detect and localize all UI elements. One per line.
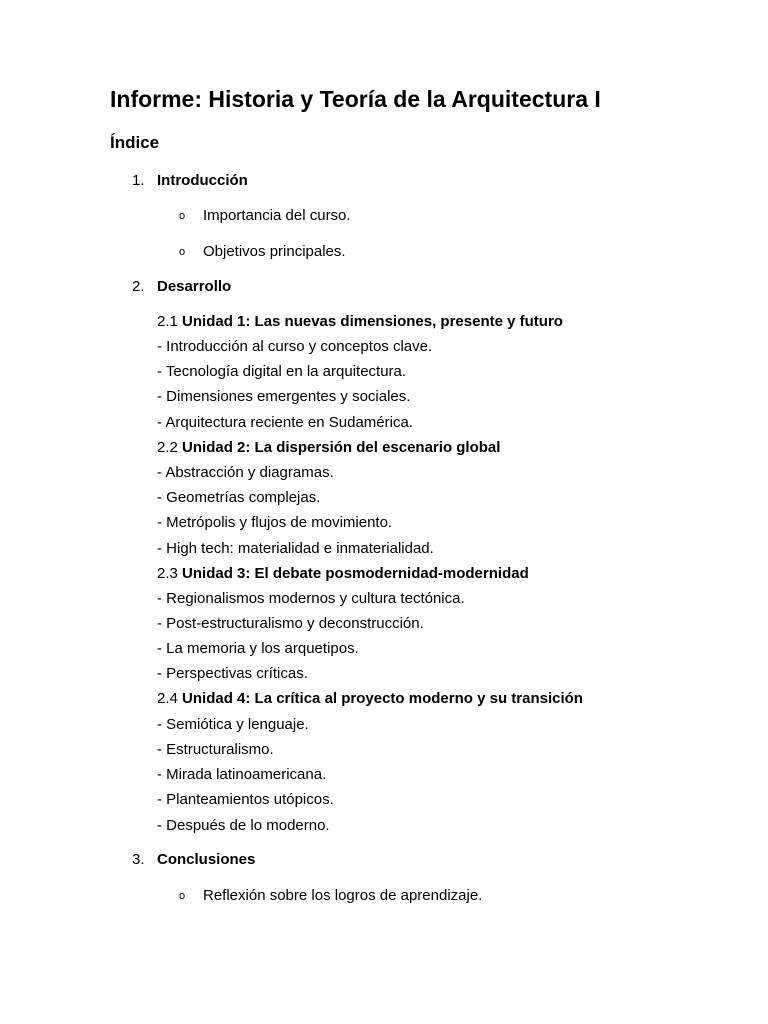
unit-title: Unidad 2: La dispersión del escenario global bbox=[182, 439, 501, 456]
list-item: - Perspectivas críticas. bbox=[157, 665, 308, 682]
list-item: - La memoria y los arquetipos. bbox=[157, 640, 359, 657]
list-item: - High tech: materialidad e inmaterialidad. bbox=[157, 540, 434, 557]
list-item: - Metrópolis y flujos de movimiento. bbox=[157, 514, 393, 531]
list-item: Objetivos principales. bbox=[203, 243, 346, 260]
unit-number: 2.2 bbox=[157, 439, 178, 456]
list-item: - Arquitectura reciente en Sudamérica. bbox=[157, 414, 413, 431]
list-item: Reflexión sobre los logros de aprendizaje. bbox=[203, 887, 483, 904]
list-item: - Post-estructuralismo y deconstrucción. bbox=[157, 615, 424, 632]
section-1-number: 1. bbox=[132, 172, 145, 189]
section-3-number: 3. bbox=[132, 851, 145, 868]
list-item: - Geometrías complejas. bbox=[157, 489, 321, 506]
section-2-number: 2. bbox=[132, 278, 145, 295]
list-item: - Tecnología digital en la arquitectura. bbox=[157, 363, 407, 380]
list-item: - Planteamientos utópicos. bbox=[157, 791, 334, 808]
section-3-label: Conclusiones bbox=[157, 851, 256, 868]
unit-number: 2.4 bbox=[157, 690, 178, 707]
unit-title: Unidad 3: El debate posmodernidad-modernidad bbox=[182, 565, 529, 582]
list-item: - Dimensiones emergentes y sociales. bbox=[157, 388, 411, 405]
bullet-icon: o bbox=[179, 890, 186, 902]
list-item: - Abstracción y diagramas. bbox=[157, 464, 334, 481]
unit-title: Unidad 4: La crítica al proyecto moderno y su transición bbox=[182, 690, 583, 707]
list-item: - Después de lo moderno. bbox=[157, 817, 330, 834]
bullet-icon: o bbox=[179, 246, 186, 258]
index-heading: Índice bbox=[110, 133, 160, 152]
unit-number: 2.3 bbox=[157, 565, 178, 582]
list-item: Importancia del curso. bbox=[203, 207, 351, 224]
unit-heading bbox=[157, 564, 529, 584]
unit-heading bbox=[157, 312, 563, 332]
list-item: - Introducción al curso y conceptos clave. bbox=[157, 338, 433, 355]
unit-heading bbox=[157, 438, 500, 458]
unit-number: 2.1 bbox=[157, 313, 178, 330]
list-item: - Regionalismos modernos y cultura tectónica. bbox=[157, 590, 465, 607]
list-item: - Mirada latinoamericana. bbox=[157, 766, 327, 783]
section-2-label: Desarrollo bbox=[157, 278, 232, 295]
unit-title: Unidad 1: Las nuevas dimensiones, presente y futuro bbox=[182, 313, 563, 330]
list-item: - Estructuralismo. bbox=[157, 741, 274, 758]
section-1-label: Introducción bbox=[157, 172, 248, 189]
list-item: - Semiótica y lenguaje. bbox=[157, 716, 309, 733]
bullet-icon: o bbox=[179, 210, 186, 222]
document-title: Informe: Historia y Teoría de la Arquitectura I bbox=[110, 86, 601, 112]
unit-heading bbox=[157, 689, 583, 709]
